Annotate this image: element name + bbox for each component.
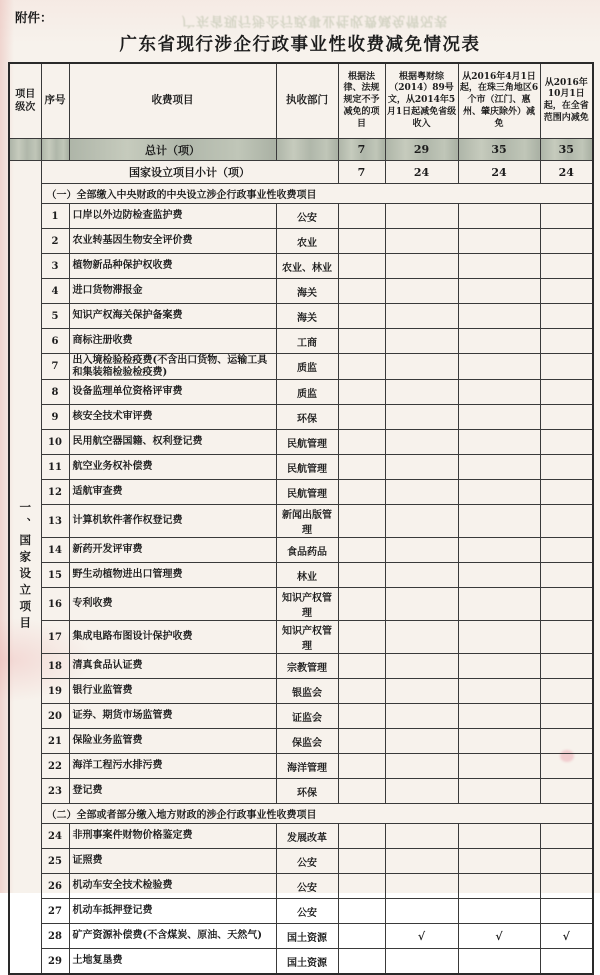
- department-cell: 公安: [276, 204, 338, 229]
- fee-name-cell: 海洋工程污水排污费: [69, 754, 276, 779]
- fee-name-cell: 专利收费: [69, 588, 276, 621]
- value-cell: [338, 455, 385, 480]
- table-row: [9, 949, 593, 975]
- table-row: [9, 754, 593, 779]
- fee-name-cell: 进口货物滞报金: [69, 279, 276, 304]
- value-cell: [458, 621, 540, 654]
- table-row: [9, 924, 593, 949]
- table-row: [9, 380, 593, 405]
- value-cell: [338, 654, 385, 679]
- value-cell: [540, 899, 593, 924]
- table-row: [9, 621, 593, 654]
- subtotal-label-cell: 国家设立项目小计（项）: [41, 161, 338, 184]
- value-cell: [540, 654, 593, 679]
- value-cell: [540, 329, 593, 354]
- fee-name-cell: 集成电路布图设计保护收费: [69, 621, 276, 654]
- value-cell: [458, 729, 540, 754]
- value-cell: [458, 779, 540, 804]
- value-cell: [540, 779, 593, 804]
- fee-name-cell: 新药开发评审费: [69, 538, 276, 563]
- department-cell: 海洋管理: [276, 754, 338, 779]
- department-cell: 质监: [276, 380, 338, 405]
- fee-name-cell: 计算机软件著作权登记费: [69, 505, 276, 538]
- value-cell: [385, 380, 458, 405]
- value-cell: [540, 455, 593, 480]
- table-row: [9, 729, 593, 754]
- department-cell: 银监会: [276, 679, 338, 704]
- column-header-provincewide-exemption: 从2016年10月1日起，在全省范围内减免: [540, 63, 593, 139]
- value-cell: [458, 824, 540, 849]
- fee-name-cell: 矿产资源补偿费(不含煤炭、原油、天然气): [69, 924, 276, 949]
- value-cell: 7: [338, 161, 385, 184]
- value-cell: [458, 899, 540, 924]
- row-number-cell: 27: [41, 899, 69, 924]
- value-cell: [338, 563, 385, 588]
- value-cell: [338, 949, 385, 975]
- department-cell: 民航管理: [276, 455, 338, 480]
- department-cell: 环保: [276, 405, 338, 430]
- value-cell: [385, 455, 458, 480]
- fee-name-cell: 核安全技术审评费: [69, 405, 276, 430]
- column-header-no-exemption: 根据法律、法规规定不予减免的项目: [338, 63, 385, 139]
- value-cell: [540, 279, 593, 304]
- value-cell: [338, 380, 385, 405]
- department-cell: 公安: [276, 899, 338, 924]
- fee-name-cell: 商标注册收费: [69, 329, 276, 354]
- value-cell: [338, 329, 385, 354]
- value-cell: [540, 354, 593, 380]
- department-cell: 知识产权管理: [276, 588, 338, 621]
- row-number-cell: 1: [41, 204, 69, 229]
- value-cell: [385, 538, 458, 563]
- value-cell: [338, 505, 385, 538]
- value-cell: [385, 679, 458, 704]
- value-cell: [385, 949, 458, 975]
- value-cell: [458, 329, 540, 354]
- value-cell: [458, 654, 540, 679]
- row-number-cell: 5: [41, 304, 69, 329]
- fee-table-body: [9, 139, 593, 975]
- row-number-cell: 25: [41, 849, 69, 874]
- department-cell: [276, 139, 338, 161]
- value-cell: [338, 279, 385, 304]
- table-row: [9, 430, 593, 455]
- fee-name-cell: 机动车抵押登记费: [69, 899, 276, 924]
- fee-name-cell: 登记费: [69, 779, 276, 804]
- row-number-cell: 4: [41, 279, 69, 304]
- section-heading-label: （一）全部缴入中央财政的中央设立涉企行政事业性收费项目: [41, 184, 593, 204]
- value-cell: [540, 874, 593, 899]
- value-cell: [338, 679, 385, 704]
- value-cell: [458, 204, 540, 229]
- value-cell: 35: [540, 139, 593, 161]
- fee-name-cell: 植物新品种保护权收费: [69, 254, 276, 279]
- checkmark-cell: √: [540, 924, 593, 949]
- fee-name-cell: 设备监理单位资格评审费: [69, 380, 276, 405]
- department-cell: 民航管理: [276, 480, 338, 505]
- total-row: [9, 139, 593, 161]
- department-cell: 公安: [276, 849, 338, 874]
- row-number-cell: 12: [41, 480, 69, 505]
- fee-name-cell: 保险业务监管费: [69, 729, 276, 754]
- column-header-2014-exemption: 根据粤财综（2014）89号文，从2014年5月1日起减免省级收入: [385, 63, 458, 139]
- table-row: [9, 538, 593, 563]
- table-row: [9, 455, 593, 480]
- value-cell: [338, 588, 385, 621]
- value-cell: [385, 354, 458, 380]
- value-cell: [385, 254, 458, 279]
- value-cell: [540, 704, 593, 729]
- row-number-cell: 10: [41, 430, 69, 455]
- value-cell: [458, 704, 540, 729]
- row-number-cell: 8: [41, 380, 69, 405]
- row-number-cell: 24: [41, 824, 69, 849]
- column-header-level: 项目级次: [9, 63, 41, 139]
- value-cell: [338, 874, 385, 899]
- value-cell: [540, 679, 593, 704]
- checkmark-cell: √: [458, 924, 540, 949]
- fee-name-cell: 出入境检验检疫费(不含出口货物、运输工具和集装箱检验检疫费): [69, 354, 276, 380]
- column-header-fee-item: 收费项目: [69, 63, 276, 139]
- table-row: [9, 679, 593, 704]
- value-cell: [540, 405, 593, 430]
- value-cell: [338, 254, 385, 279]
- fee-name-cell: 清真食品认证费: [69, 654, 276, 679]
- table-row: [9, 204, 593, 229]
- section-heading-row: [9, 804, 593, 824]
- value-cell: [338, 779, 385, 804]
- department-cell: 农业: [276, 229, 338, 254]
- value-cell: [385, 654, 458, 679]
- total-label-cell: 总计（项）: [69, 139, 276, 161]
- column-header-pearl-delta-exemption: 从2016年4月1日起，在珠三角地区6个市（江门、惠州、肇庆除外）减免: [458, 63, 540, 139]
- value-cell: [338, 754, 385, 779]
- value-cell: [385, 480, 458, 505]
- value-cell: [540, 563, 593, 588]
- row-number-cell: 22: [41, 754, 69, 779]
- fee-name-cell: 农业转基因生物安全评价费: [69, 229, 276, 254]
- value-cell: 24: [458, 161, 540, 184]
- row-number-cell: 29: [41, 949, 69, 975]
- value-cell: [385, 304, 458, 329]
- value-cell: [540, 229, 593, 254]
- value-cell: [385, 329, 458, 354]
- department-cell: 国土资源: [276, 924, 338, 949]
- project-level-cell: [9, 161, 41, 975]
- fee-name-cell: 口岸以外边防检查监护费: [69, 204, 276, 229]
- table-row: [9, 304, 593, 329]
- value-cell: [338, 204, 385, 229]
- value-cell: [338, 354, 385, 380]
- section-heading-label: （二）全部或者部分缴入地方财政的涉企行政事业性收费项目: [41, 804, 593, 824]
- value-cell: [338, 430, 385, 455]
- table-row: [9, 354, 593, 380]
- department-cell: 新闻出版管理: [276, 505, 338, 538]
- value-cell: [338, 899, 385, 924]
- row-number-cell: 16: [41, 588, 69, 621]
- value-cell: [338, 480, 385, 505]
- value-cell: [458, 874, 540, 899]
- value-cell: [458, 405, 540, 430]
- value-cell: [338, 729, 385, 754]
- table-row: [9, 405, 593, 430]
- value-cell: [540, 949, 593, 975]
- row-number-cell: 13: [41, 505, 69, 538]
- value-cell: [458, 430, 540, 455]
- value-cell: [458, 538, 540, 563]
- value-cell: [540, 621, 593, 654]
- row-number-cell: 14: [41, 538, 69, 563]
- value-cell: [540, 849, 593, 874]
- fee-name-cell: 土地复垦费: [69, 949, 276, 975]
- department-cell: 林业: [276, 563, 338, 588]
- department-cell: 质监: [276, 354, 338, 380]
- value-cell: [540, 538, 593, 563]
- level-spacer-cell: [9, 139, 41, 161]
- department-cell: 发展改革: [276, 824, 338, 849]
- value-cell: [338, 405, 385, 430]
- row-number-cell: 19: [41, 679, 69, 704]
- department-cell: 保监会: [276, 729, 338, 754]
- department-cell: 知识产权管理: [276, 621, 338, 654]
- fee-name-cell: 野生动植物进出口管理费: [69, 563, 276, 588]
- value-cell: [458, 229, 540, 254]
- attachment-label: 附件：: [15, 10, 53, 25]
- value-cell: [385, 204, 458, 229]
- value-cell: [338, 824, 385, 849]
- fee-name-cell: 证照费: [69, 849, 276, 874]
- fee-name-cell: 非刑事案件财物价格鉴定费: [69, 824, 276, 849]
- value-cell: [458, 354, 540, 380]
- value-cell: [458, 304, 540, 329]
- value-cell: [385, 874, 458, 899]
- table-header-row: [9, 63, 593, 139]
- value-cell: [458, 588, 540, 621]
- row-number-cell: 2: [41, 229, 69, 254]
- table-row: [9, 229, 593, 254]
- subtotal-row: [9, 161, 593, 184]
- department-cell: 宗教管理: [276, 654, 338, 679]
- department-cell: 民航管理: [276, 430, 338, 455]
- value-cell: [540, 480, 593, 505]
- value-cell: 7: [338, 139, 385, 161]
- department-cell: 证监会: [276, 704, 338, 729]
- fee-name-cell: 民用航空器国籍、权利登记费: [69, 430, 276, 455]
- department-cell: 农业、林业: [276, 254, 338, 279]
- value-cell: [458, 279, 540, 304]
- row-number-cell: 9: [41, 405, 69, 430]
- bleedthrough-artifact: 广东省现行涉企行政事业性收费减免情况表: [181, 13, 448, 28]
- value-cell: [385, 505, 458, 538]
- table-row: [9, 563, 593, 588]
- fee-table: [8, 62, 594, 975]
- value-cell: [385, 621, 458, 654]
- table-row: [9, 824, 593, 849]
- value-cell: [540, 505, 593, 538]
- value-cell: [540, 824, 593, 849]
- value-cell: [385, 588, 458, 621]
- value-cell: [458, 505, 540, 538]
- table-row: [9, 279, 593, 304]
- fee-name-cell: 航空业务权补偿费: [69, 455, 276, 480]
- value-cell: [338, 538, 385, 563]
- value-cell: [540, 254, 593, 279]
- value-cell: [458, 754, 540, 779]
- row-number-cell: 15: [41, 563, 69, 588]
- department-cell: 海关: [276, 279, 338, 304]
- checkmark-cell: √: [385, 924, 458, 949]
- row-number-cell: 3: [41, 254, 69, 279]
- fee-name-cell: 知识产权海关保护备案费: [69, 304, 276, 329]
- row-number-cell: 26: [41, 874, 69, 899]
- department-cell: 国土资源: [276, 949, 338, 975]
- value-cell: [540, 204, 593, 229]
- value-cell: [540, 430, 593, 455]
- value-cell: [385, 704, 458, 729]
- fee-name-cell: 银行业监管费: [69, 679, 276, 704]
- fee-name-cell: 证券、期货市场监管费: [69, 704, 276, 729]
- fee-name-cell: 适航审查费: [69, 480, 276, 505]
- value-cell: 29: [385, 139, 458, 161]
- row-number-cell: 21: [41, 729, 69, 754]
- value-cell: [385, 563, 458, 588]
- value-cell: [458, 254, 540, 279]
- value-cell: [540, 588, 593, 621]
- table-row: [9, 874, 593, 899]
- value-cell: [458, 480, 540, 505]
- value-cell: 24: [385, 161, 458, 184]
- fee-name-cell: 机动车安全技术检验费: [69, 874, 276, 899]
- department-cell: 环保: [276, 779, 338, 804]
- vertical-group-label: 一、国家设立项目: [18, 501, 33, 633]
- section-heading-row: [9, 184, 593, 204]
- table-row: [9, 779, 593, 804]
- value-cell: 35: [458, 139, 540, 161]
- value-cell: [385, 849, 458, 874]
- table-row: [9, 480, 593, 505]
- value-cell: [458, 849, 540, 874]
- value-cell: [540, 304, 593, 329]
- value-cell: [385, 229, 458, 254]
- row-number-cell: 18: [41, 654, 69, 679]
- table-row: [9, 588, 593, 621]
- row-number-cell: 23: [41, 779, 69, 804]
- department-cell: 公安: [276, 874, 338, 899]
- value-cell: 24: [540, 161, 593, 184]
- page-title: 广东省现行涉企行政事业性收费减免情况表: [119, 35, 481, 55]
- column-header-department: 执收部门: [276, 63, 338, 139]
- value-cell: [458, 679, 540, 704]
- row-number-cell: 6: [41, 329, 69, 354]
- table-row: [9, 704, 593, 729]
- department-cell: 工商: [276, 329, 338, 354]
- department-cell: 食品药品: [276, 538, 338, 563]
- row-number-cell: 7: [41, 354, 69, 380]
- value-cell: [338, 621, 385, 654]
- table-row: [9, 505, 593, 538]
- value-cell: [458, 380, 540, 405]
- value-cell: [385, 279, 458, 304]
- value-cell: [385, 899, 458, 924]
- value-cell: [458, 949, 540, 975]
- value-cell: [338, 229, 385, 254]
- value-cell: [385, 729, 458, 754]
- table-row: [9, 899, 593, 924]
- department-cell: 海关: [276, 304, 338, 329]
- value-cell: [540, 729, 593, 754]
- row-number-cell: [41, 139, 69, 161]
- table-row: [9, 329, 593, 354]
- value-cell: [458, 563, 540, 588]
- table-row: [9, 849, 593, 874]
- value-cell: [338, 704, 385, 729]
- table-row: [9, 654, 593, 679]
- row-number-cell: 20: [41, 704, 69, 729]
- value-cell: [338, 304, 385, 329]
- column-header-no: 序号: [41, 63, 69, 139]
- value-cell: [540, 754, 593, 779]
- value-cell: [458, 455, 540, 480]
- value-cell: [338, 849, 385, 874]
- value-cell: [385, 430, 458, 455]
- row-number-cell: 28: [41, 924, 69, 949]
- value-cell: [338, 924, 385, 949]
- value-cell: [385, 824, 458, 849]
- value-cell: [385, 405, 458, 430]
- row-number-cell: 11: [41, 455, 69, 480]
- value-cell: [540, 380, 593, 405]
- value-cell: [385, 779, 458, 804]
- table-row: [9, 254, 593, 279]
- row-number-cell: 17: [41, 621, 69, 654]
- value-cell: [385, 754, 458, 779]
